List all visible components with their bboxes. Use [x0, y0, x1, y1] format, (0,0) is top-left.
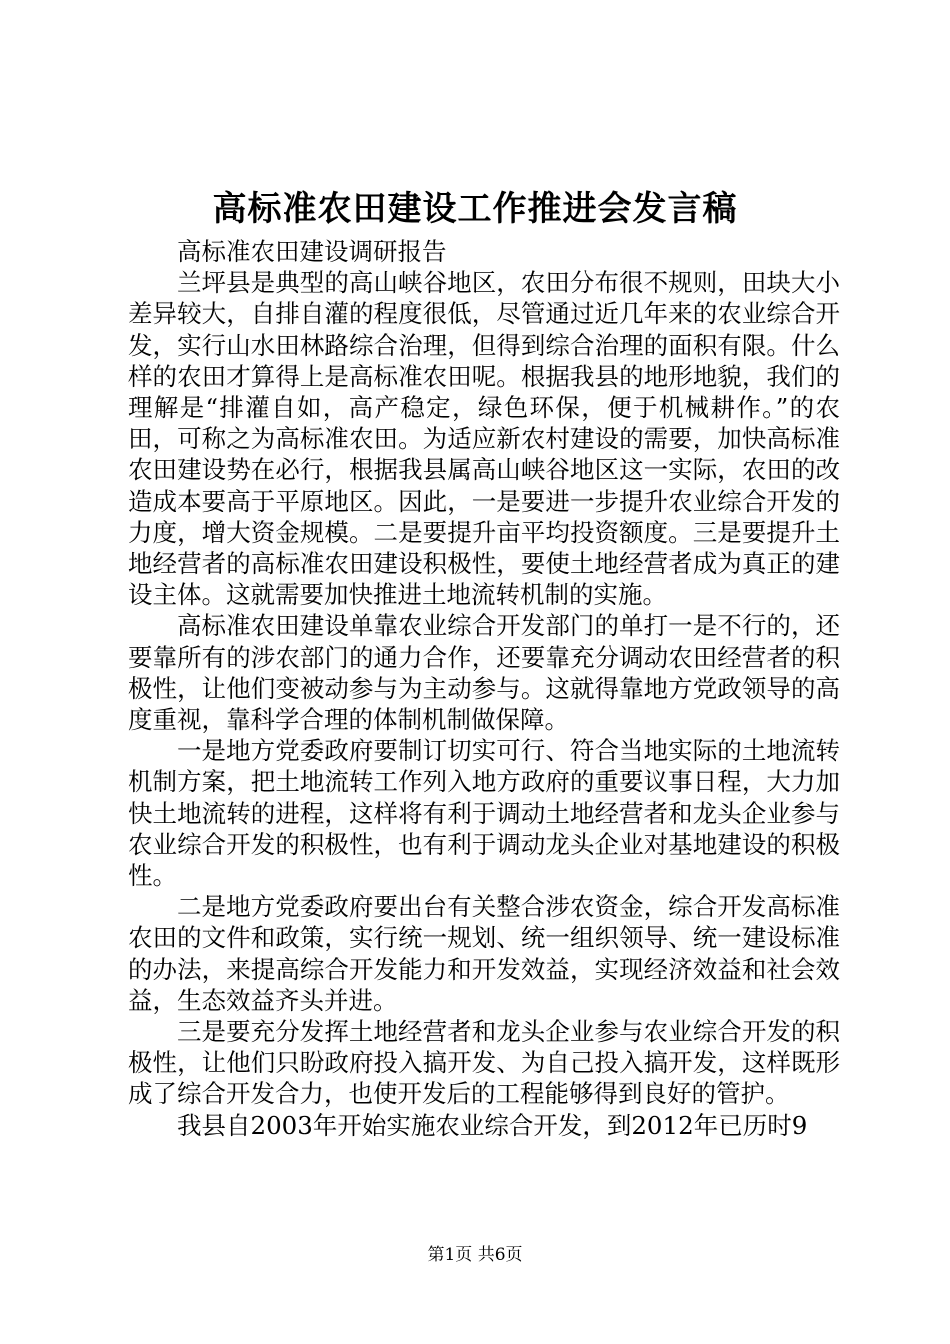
paragraph: 高标准农田建设单靠农业综合开发部门的单打一是不行的，还要靠所有的涉农部门的通力合作，还要靠充分调动农田经营者的积极性，让他们变被动参与为主动参与。这就得靠地方党政领导的高度重视，靠科学合理的体制机制做保障。 [128, 611, 840, 735]
document-body [128, 236, 840, 1141]
paragraph: 二是地方党委政府要出台有关整合涉农资金，综合开发高标准农田的文件和政策，实行统一规划、统一组织领导、统一建设标准的办法，来提高综合开发能力和开发效益，实现经济效益和社会效益，生态效益齐头并进。 [128, 892, 840, 1015]
document-title: 高标准农田建设工作推进会发言稿 [212, 189, 738, 229]
paragraph-subtitle: 高标准农田建设调研报告 [177, 237, 447, 266]
page-number-footer: 第1页 共6页 [427, 1245, 523, 1265]
paragraph: 三是要充分发挥土地经营者和龙头企业参与农业综合开发的积极性，让他们只盼政府投入搞开发、为自己投入搞开发，这样既形成了综合开发合力，也使开发后的工程能够得到良好的管护。 [128, 1017, 840, 1109]
paragraph: 一是地方党委政府要制订切实可行、符合当地实际的土地流转机制方案，把土地流转工作列入地方政府的重要议事日程，大力加快土地流转的进程，这样将有利于调动土地经营者和龙头企业参与农业综合开发的积极性，也有利于调动龙头企业对基地建设的积极性。 [128, 736, 840, 891]
paragraph: 我县自2003年开始实施农业综合开发，到2012年已历时9 [177, 1110, 808, 1140]
paragraph: 兰坪县是典型的高山峡谷地区，农田分布很不规则，田块大小差异较大，自排自灌的程度很低，尽管通过近几年来的农业综合开发，实行山水田林路综合治理，但得到综合治理的面积有限。什么样的农田才算得上是高标准农田呢。根据我县的地形地貌，我们的理解是“排灌自如，高产稳定，绿色环保，便于机械耕作。”的农田，可称之为高标准农田。为适应新农村建设的需要，加快高标准农田建设势在必行，根据我县属高山峡谷地区这一实际，农田的改造成本要高于平原地区。因此，一是要进一步提升农业综合开发的力度，增大资金规模。二是要提升亩平均投资额度。三是要提升土地经营者的高标准农田建设积极性，要使土地经营者成为真正的建设主体。这就需要加快推进土地流转机制的实施。 [128, 268, 840, 610]
